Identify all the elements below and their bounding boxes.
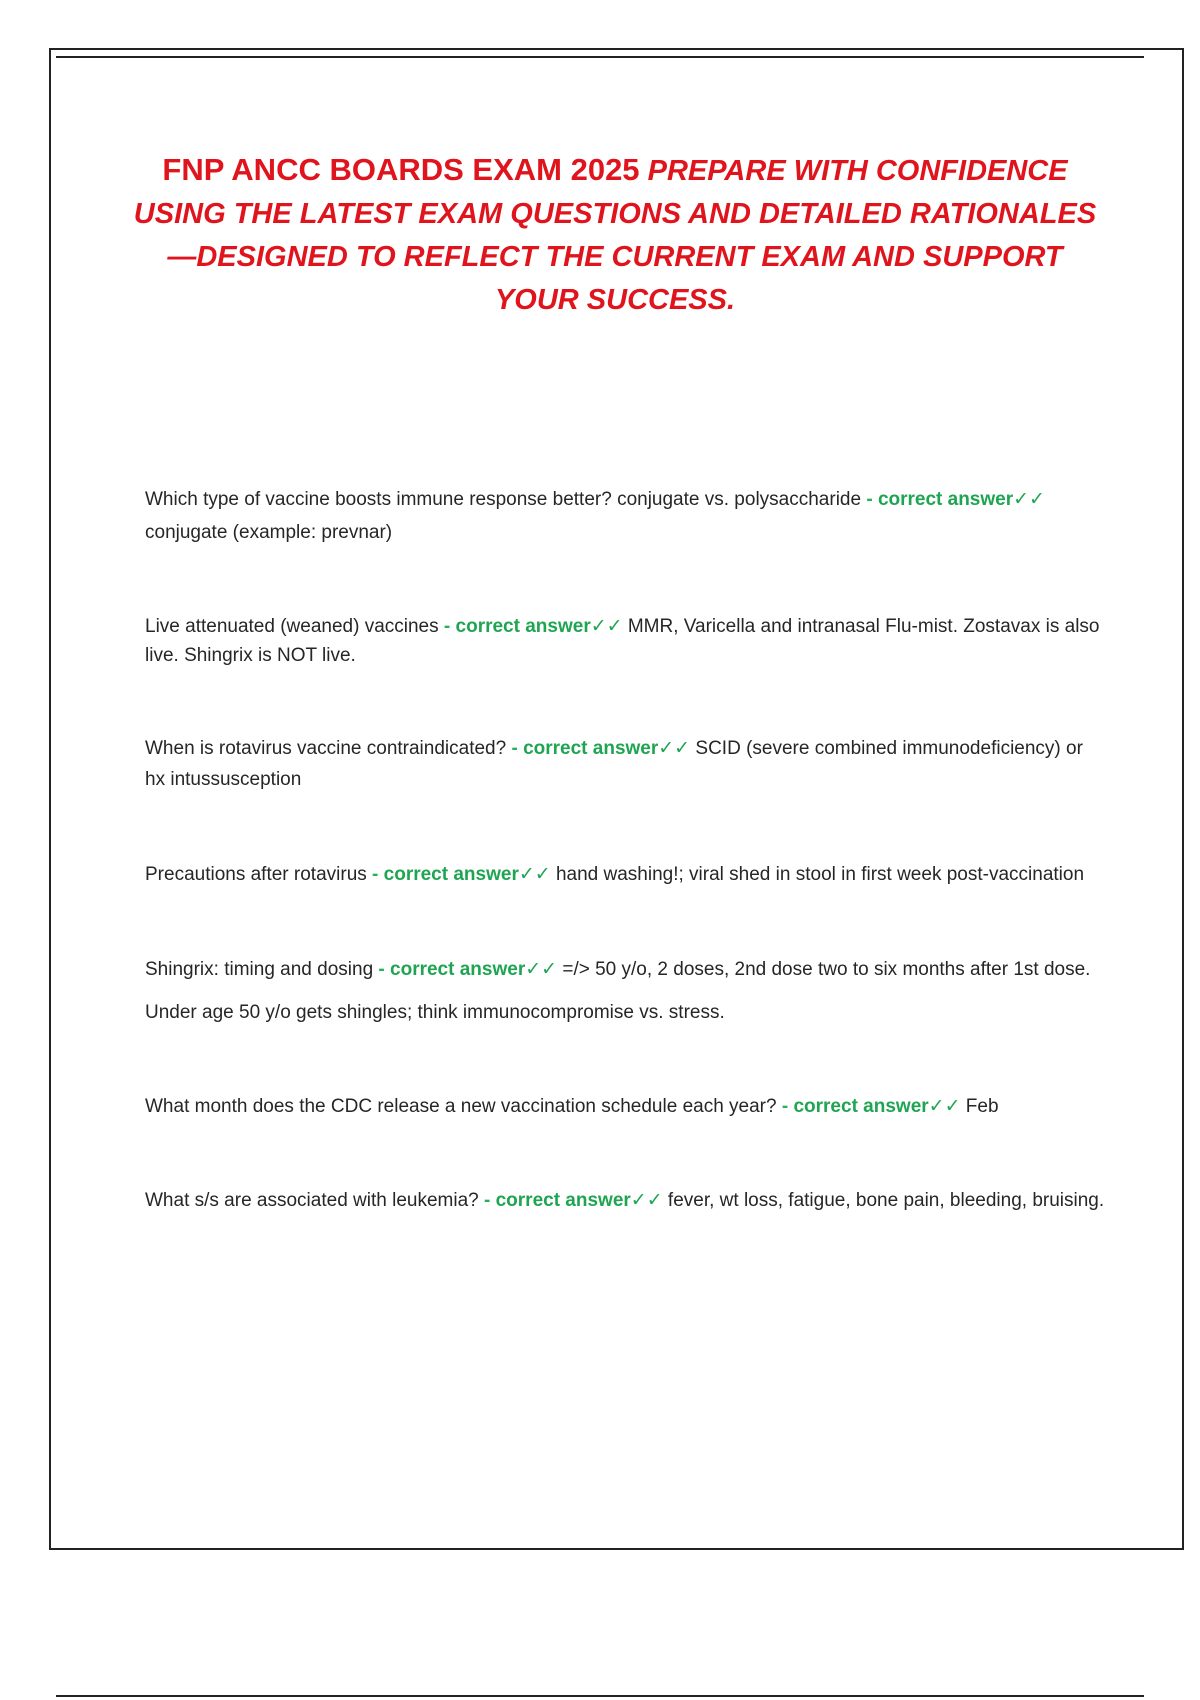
answer-text: =/> 50 y/o, 2 doses, 2nd dose two to six months after 1st dose. (562, 959, 1091, 980)
check-icon: ✓✓ (1013, 488, 1045, 510)
qa-item (145, 859, 1105, 890)
qa-item (145, 733, 1105, 795)
title-subtitle: PREPARE WITH CONFIDENCE USING THE LATEST EXAM QUESTIONS AND DETAILED RATIONALES—DESIGNED TO REFLECT THE CURRENT EXAM AND SUPPORT YOUR SUCCESS. (133, 155, 1097, 316)
footer-rule (56, 1695, 1144, 1697)
question-text: Live attenuated (weaned) vaccines (145, 616, 439, 637)
correct-answer-label: correct answer (523, 738, 659, 759)
question-list (145, 483, 1105, 1216)
check-icon: ✓✓ (658, 737, 691, 759)
separator: - (372, 864, 379, 885)
correct-answer-label: correct answer (495, 1190, 631, 1211)
check-icon: ✓✓ (525, 958, 558, 980)
answer-text: conjugate (example: prevnar) (145, 522, 393, 543)
document-title (130, 148, 1100, 322)
qa-item (145, 1090, 1105, 1123)
answer-text: SCID (severe combined immunodeficiency) or hx intussusception (145, 738, 1083, 790)
check-icon: ✓✓ (630, 1189, 663, 1211)
qa-item (145, 1185, 1105, 1216)
answer-note: Under age 50 y/o gets shingles; think immunocompromise vs. stress. (145, 1002, 725, 1023)
answer-text: Feb (965, 1096, 999, 1117)
correct-answer-label: correct answer (793, 1096, 929, 1117)
answer-text: fever, wt loss, fatigue, bone pain, bleeding, bruising. (667, 1190, 1105, 1211)
separator: - (866, 489, 873, 510)
qa-item (145, 612, 1105, 670)
separator: - (484, 1190, 491, 1211)
question-text: Which type of vaccine boosts immune response better? conjugate vs. polysaccharide (145, 489, 862, 510)
qa-item (145, 483, 1105, 549)
question-text: Shingrix: timing and dosing (145, 959, 374, 980)
title-main: FNP ANCC BOARDS EXAM 2025 (162, 152, 640, 187)
check-icon: ✓✓ (590, 615, 623, 637)
check-icon: ✓✓ (518, 863, 551, 885)
question-text: Precautions after rotavirus (145, 864, 367, 885)
separator: - (781, 1096, 789, 1117)
correct-answer-label: correct answer (383, 864, 519, 885)
header-rule (56, 56, 1144, 58)
question-text: When is rotavirus vaccine contraindicated? (145, 738, 507, 759)
separator: - (511, 738, 518, 759)
question-text: What s/s are associated with leukemia? (145, 1190, 479, 1211)
answer-text: hand washing!; viral shed in stool in first week post-vaccination (555, 864, 1085, 885)
question-text: What month does the CDC release a new vaccination schedule each year? (145, 1096, 777, 1117)
check-icon: ✓✓ (928, 1095, 961, 1117)
correct-answer-label: correct answer (877, 489, 1014, 510)
separator: - (378, 959, 385, 980)
qa-item (145, 954, 1105, 1028)
answer-text: MMR, Varicella and intranasal Flu-mist. Zostavax is also live. Shingrix is NOT live. (145, 616, 1100, 666)
correct-answer-label: correct answer (390, 959, 526, 980)
correct-answer-label: correct answer (455, 616, 591, 637)
separator: - (443, 616, 451, 637)
